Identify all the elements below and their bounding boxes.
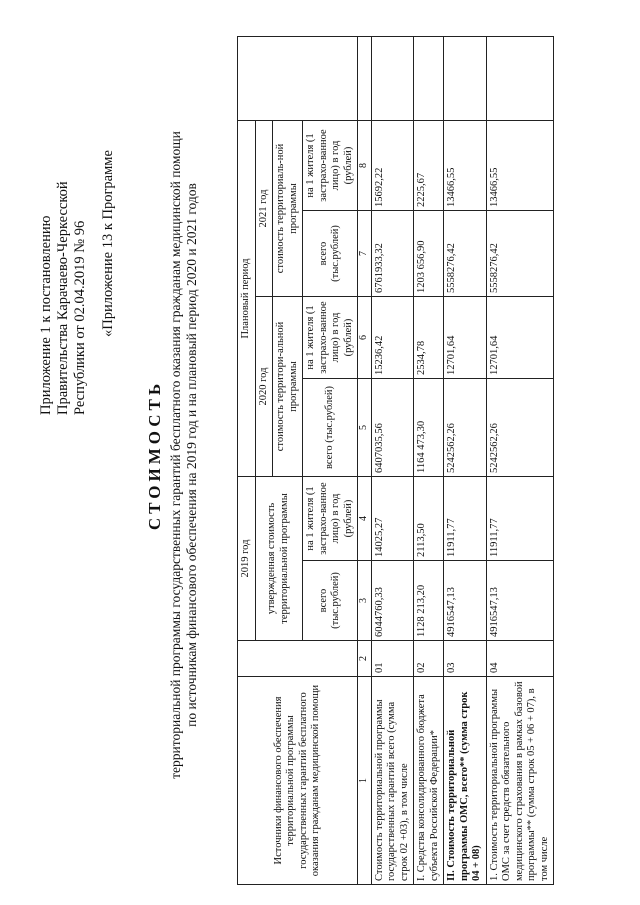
table-row (444, 37, 487, 885)
cell-value: 2225,67 (414, 121, 444, 211)
row-code: 01 (371, 641, 414, 677)
cell-blank (486, 37, 554, 121)
subtitle-line-1: территориальной программы государственных гарантий бесплатного оказания гражданам медицинской помощи (168, 131, 183, 779)
header-year-2021: 2021 год (255, 121, 273, 297)
column-index: 4 (358, 477, 372, 561)
row-code: 02 (414, 641, 444, 677)
cell-blank (371, 37, 414, 121)
cell-value: 1128 213,20 (414, 561, 444, 641)
column-index: 1 (358, 677, 372, 885)
header-approved-cost: утвержденная стоимость территориальной программы (255, 477, 303, 641)
subtitle-line-2: по источникам финансового обеспечения на 2019 год и на плановый период 2020 и 2021 годов (184, 183, 199, 727)
column-index-row (358, 37, 372, 885)
row-name: Стоимость территориальной программы государственных гарантий всего (сумма строк 02 +03), в том числе (371, 677, 414, 885)
header-line-1: Приложение 1 к постановлению (38, 215, 54, 415)
cell-value: 14025,27 (371, 477, 414, 561)
header-per-capita-2021: на 1 жителя (1 застрахо-ванное лицо) в год (рублей) (303, 121, 358, 211)
column-index: 2 (358, 641, 372, 677)
cell-blank (414, 37, 444, 121)
cell-value: 1164 473,30 (414, 379, 444, 477)
header-line-2: Правительства Карачаево-Черкесской (55, 181, 71, 415)
header-planning-period: Плановый период (238, 121, 256, 477)
cell-blank (444, 37, 487, 121)
column-index-blank (358, 37, 372, 121)
header-year-2020: 2020 год (255, 297, 273, 477)
header-per-capita-2019: на 1 жителя (1 застрахо-ванное лицо) в год (рублей) (303, 477, 358, 561)
header-total-2020: всего (тыс.рублей) (303, 379, 358, 477)
column-index: 5 (358, 379, 372, 477)
cell-value: 5242562,26 (444, 379, 487, 477)
column-index: 3 (358, 561, 372, 641)
row-code: 03 (444, 641, 487, 677)
header-per-capita-2020: на 1 жителя (1 застрахо-ванное лицо) в год (рублей) (303, 297, 358, 379)
resolution-header (38, 25, 89, 415)
table-row (371, 37, 414, 885)
cell-value: 4916547,13 (444, 561, 487, 641)
cell-value: 6407035,56 (371, 379, 414, 477)
header-total-2019: всего (тыс.рублей) (303, 561, 358, 641)
cell-value: 6761933,32 (371, 211, 414, 297)
cell-value: 5558276,42 (486, 211, 554, 297)
row-name: II. Стоимость территориальной программы ОМС, всего** (сумма строк 04 + 08) (444, 677, 487, 885)
cell-value: 15236,42 (371, 297, 414, 379)
header-program-cost-2020: стоимость территори-альной программы (273, 297, 303, 477)
column-index: 8 (358, 121, 372, 211)
header-source: Источники финансового обеспечения территориальной программы государственных гарантий бесплатного оказания гражданам медицинской помощи (238, 677, 358, 885)
row-name: 1. Стоимость территориальной программы ОМС за счет средств обязательного медицинского страхования в рамках базовой программы** (сумма строк 05 + 06 + 07), в том числе (486, 677, 554, 885)
cell-value: 11911,77 (486, 477, 554, 561)
column-index: 7 (358, 211, 372, 297)
cell-value: 2534,78 (414, 297, 444, 379)
cell-value: 12701,64 (444, 297, 487, 379)
row-code: 04 (486, 641, 554, 677)
cell-value: 4916547,13 (486, 561, 554, 641)
cell-value: 5558276,42 (444, 211, 487, 297)
cost-table (237, 36, 554, 885)
header-line-3: Республики от 02.04.2019 № 96 (72, 220, 88, 415)
cell-value: 6044760,33 (371, 561, 414, 641)
column-index: 6 (358, 297, 372, 379)
cell-value: 13466,55 (486, 121, 554, 211)
cell-value: 13466,55 (444, 121, 487, 211)
header-total-2021: всего (тыс.рублей) (303, 211, 358, 297)
cell-value: 12701,64 (486, 297, 554, 379)
document-title: СТОИМОСТЬ (145, 379, 164, 531)
appendix-label: «Приложение 13 к Программе (100, 150, 116, 337)
document-subtitle (168, 45, 200, 865)
header-spacer (238, 37, 358, 121)
cell-value: 11911,77 (444, 477, 487, 561)
header-program-cost-2021: стоимость территориаль-ной программы (273, 121, 303, 297)
cell-value: 5242562,26 (486, 379, 554, 477)
header-year-2019: 2019 год (238, 477, 256, 641)
table-row (486, 37, 554, 885)
cell-value: 2113,50 (414, 477, 444, 561)
row-name: I. Средства консолидированного бюджета субъекта Российской Федерации* (414, 677, 444, 885)
header-row-number (238, 641, 358, 677)
cell-value: 15692,22 (371, 121, 414, 211)
table-row (414, 37, 444, 885)
cell-value: 1203 656,90 (414, 211, 444, 297)
